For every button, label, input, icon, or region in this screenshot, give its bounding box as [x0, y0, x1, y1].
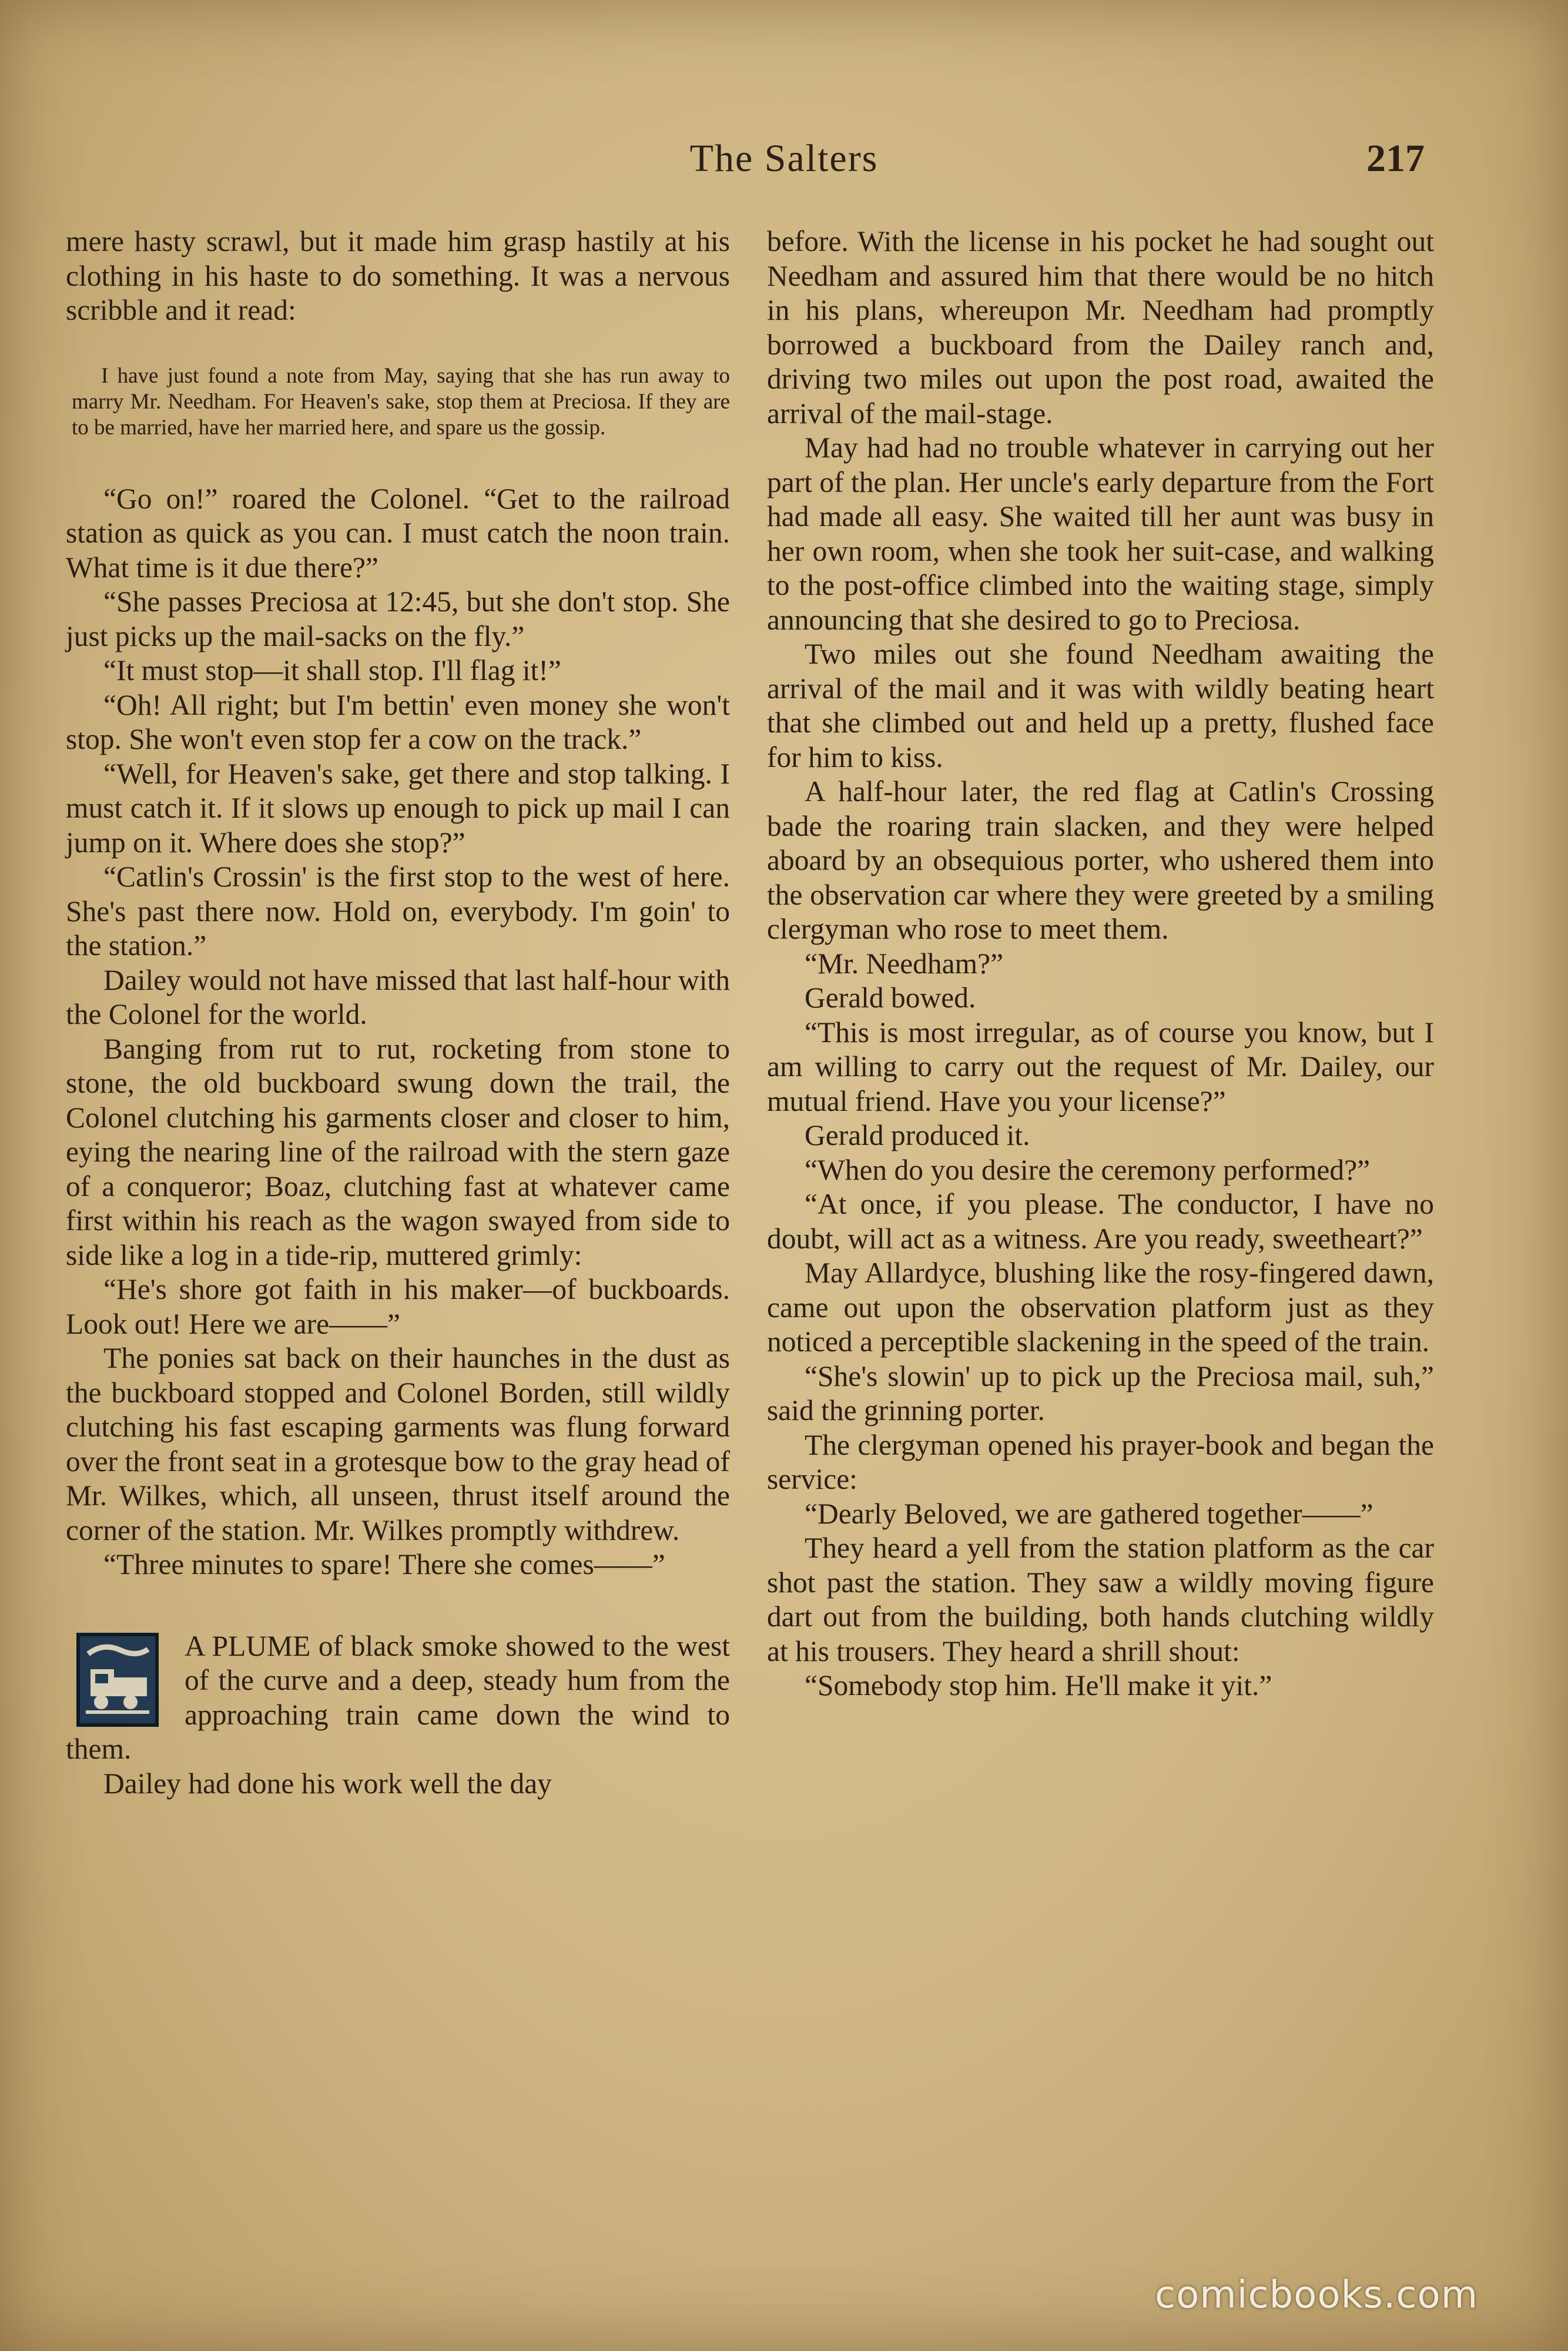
- paragraph: “Oh! All right; but I'm bettin' even money she won't stop. She won't even stop fer a cow on the track.”: [66, 688, 730, 755]
- paragraph: “Catlin's Crossin' is the first stop to the west of here. She's past there now. Hold on, everybody. I'm goin' to the station.”: [66, 860, 730, 962]
- page-number: 217: [1366, 137, 1425, 180]
- paragraph: They heard a yell from the station platform as the car shot past the station. They saw a wildly moving figure dart out from the building, both hands clutching wildly at his trousers. They heard a shrill shout:: [767, 1532, 1434, 1667]
- paragraph: Dailey would not have missed that last half-hour with the Colonel for the world.: [66, 963, 730, 1030]
- watermark: comicbooks.com: [1155, 2273, 1479, 2317]
- paragraph: “Go on!” roared the Colonel. “Get to the railroad station as quick as you can. I must catch the noon train. What time is it due there?”: [66, 482, 730, 584]
- paragraph: “When do you desire the ceremony performed?”: [805, 1153, 1371, 1186]
- note-quote: I have just found a note from May, saying that she has run away to marry Mr. Needham. For Heaven's sake, stop them at Preciosa. If they are to be married, have her married here, and spare us the gossip.: [72, 363, 730, 440]
- right-column: [767, 225, 1434, 1703]
- paragraph: “She's slowin' up to pick up the Preciosa mail, suh,” said the grinning porter.: [767, 1359, 1434, 1426]
- paragraph: “Well, for Heaven's sake, get there and stop talking. I must catch it. If it slows up enough to pick up mail I can jump on it. Where does she stop?”: [66, 757, 730, 859]
- paragraph: “He's shore got faith in his maker—of buckboards. Look out! Here we are——”: [66, 1273, 730, 1340]
- paragraph: May Allardyce, blushing like the rosy-fingered dawn, came out upon the observation platform just as they noticed a perceptible slackening in the speed of the train.: [767, 1257, 1434, 1358]
- paragraph: before. With the license in his pocket he had sought out Needham and assured him that there would be no hitch in his plans, whereupon Mr. Needham had promptly borrowed a buckboard from the Dailey ranch and, driving two miles out upon the post road, awaited the arrival of the mail-stage.: [767, 225, 1434, 430]
- paragraph: Gerald produced it.: [805, 1119, 1030, 1151]
- paragraph: “It must stop—it shall stop. I'll flag it!”: [103, 654, 561, 686]
- paragraph: A half-hour later, the red flag at Catlin's Crossing bade the roaring train slacken, and they were helped aboard by an obsequious porter, who ushered them into the observation car where they were greeted by a smiling clergyman who rose to meet them.: [767, 775, 1434, 945]
- running-title: The Salters: [689, 137, 879, 180]
- paragraph: “Three minutes to spare! There she comes——”: [103, 1548, 665, 1580]
- paragraph: “This is most irregular, as of course you know, but I am willing to carry out the request of Mr. Dailey, our mutual friend. Have you your license?”: [767, 1016, 1434, 1117]
- paragraph: “Somebody stop him. He'll make it yit.”: [805, 1669, 1272, 1702]
- paragraph: Two miles out she found Needham awaiting the arrival of the mail and it was with wildly beating heart that she climbed out and held up a pretty, flushed face for him to kiss.: [767, 638, 1434, 773]
- train-icon: [76, 1633, 159, 1727]
- paragraph: “At once, if you please. The conductor, I have no doubt, will act as a witness. Are you ready, sweetheart?”: [767, 1188, 1434, 1255]
- paragraph: May had had no trouble whatever in carrying out her part of the plan. Her uncle's early departure from the Fort had made all easy. She waited till her aunt was busy in her own room, when she took her suit-case, and walking to the post-office climbed into the waiting stage, simply announcing that she desired to go to Preciosa.: [767, 431, 1434, 636]
- paragraph: The ponies sat back on their haunches in the dust as the buckboard stopped and Colonel Borden, still wildly clutching his fast escaping garments was flung forward over the front seat in a grotesque bow to the gray head of Mr. Wilkes, which, all unseen, thrust itself around the corner of the station. Mr. Wilkes promptly withdrew.: [66, 1342, 730, 1546]
- paragraph: Gerald bowed.: [805, 982, 976, 1014]
- paragraph: “Dearly Beloved, we are gathered together——”: [805, 1497, 1373, 1530]
- paragraph-text: A PLUME of black smoke showed to the west of the curve and a deep, steady hum from the approaching train came down the wind to them.: [66, 1629, 730, 1765]
- paragraph: Dailey had done his work well the day: [103, 1767, 552, 1800]
- paragraph: “Mr. Needham?”: [805, 947, 1004, 980]
- paragraph: “She passes Preciosa at 12:45, but she don't stop. She just picks up the mail-sacks on the fly.”: [66, 585, 730, 652]
- paragraph: mere hasty scrawl, but it made him grasp hastily at his clothing in his haste to do something. It was a nervous scribble and it read:: [66, 225, 730, 326]
- section-opening: [66, 1629, 730, 1767]
- paragraph: Banging from rut to rut, rocketing from stone to stone, the old buckboard swung down the trail, the Colonel clutching his garments closer and closer to him, eying the nearing line of the railroad with the stern gaze of a conqueror; Boaz, clutching fast at whatever came first within his reach as the wagon swayed from side to side like a log in a tide-rip, muttered grimly:: [66, 1032, 730, 1271]
- paragraph: The clergyman opened his prayer-book and began the service:: [767, 1428, 1434, 1495]
- left-column: [66, 225, 730, 1801]
